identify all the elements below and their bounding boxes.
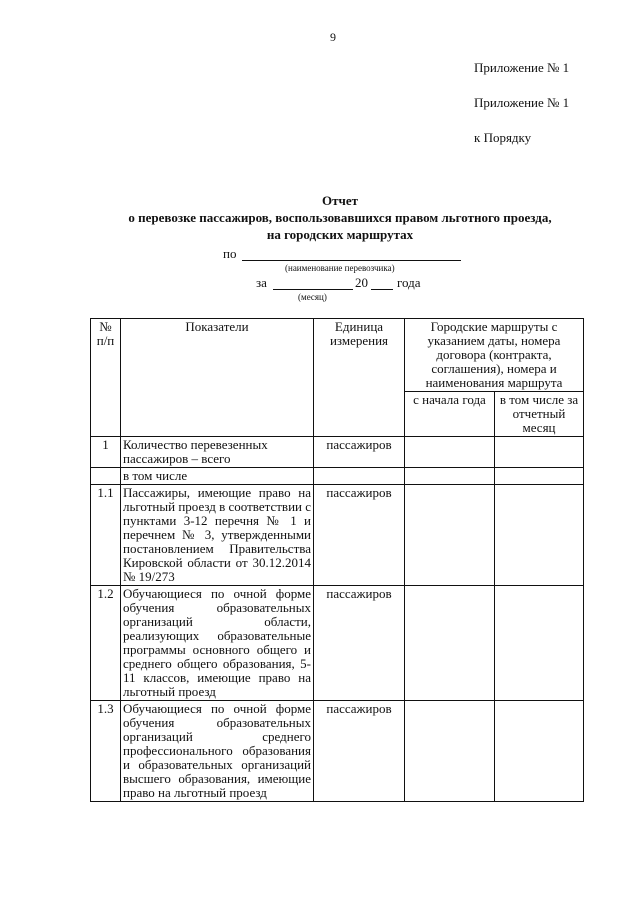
appendix-line-2: Приложение № 1 — [474, 95, 570, 110]
row-num — [91, 468, 121, 485]
header-reporting-month: в том числе за отчетный месяц — [495, 392, 584, 437]
table-row — [91, 437, 584, 468]
period-suffix: года — [397, 275, 421, 290]
report-table — [90, 318, 584, 802]
row-indicator: Обучающиеся по очной форме обучения образовательных организаций области, реализующих образовательные программы основного общего и среднего общего образования, 5-11 классов, имеющие право на льготный проезд — [121, 586, 314, 701]
row-unit: пассажиров — [314, 437, 405, 468]
carrier-prefix: по — [223, 246, 237, 261]
report-title: Отчет — [322, 193, 358, 208]
header-row-1 — [91, 319, 584, 392]
report-subtitle-line-1: о перевозке пассажиров, воспользовавшихся правом льготного проезда, — [128, 210, 552, 225]
row-unit: пассажиров — [314, 586, 405, 701]
row-cell-since-start — [405, 437, 495, 468]
row-indicator: Количество перевезенных пассажиров – всего — [121, 437, 314, 468]
carrier-caption: (наименование перевозчика) — [285, 263, 395, 273]
month-caption: (месяц) — [298, 292, 327, 302]
row-unit — [314, 468, 405, 485]
header-since-start: с начала года — [405, 392, 495, 437]
row-cell-since-start — [405, 701, 495, 802]
header-num: № п/п — [91, 319, 121, 437]
table-row — [91, 586, 584, 701]
row-cell-month — [495, 701, 584, 802]
row-cell-since-start — [405, 468, 495, 485]
row-unit: пассажиров — [314, 485, 405, 586]
row-num: 1 — [91, 437, 121, 468]
table-row — [91, 468, 584, 485]
appendix-line-3: к Порядку — [474, 130, 532, 145]
appendix-line-1: Приложение № 1 — [474, 60, 570, 75]
month-blank-line — [273, 289, 353, 290]
carrier-blank-line — [242, 260, 461, 261]
row-indicator: в том числе — [121, 468, 314, 485]
report-subtitle-line-2: на городских маршрутах — [266, 227, 414, 242]
row-indicator: Пассажиры, имеющие право на льготный проезд в соответствии с пунктами 3-12 перечня № 1 и перечнем № 3, утвержденными постановлением Правительства Кировской области от 30.12.2014 № 19/273 — [121, 485, 314, 586]
row-cell-since-start — [405, 485, 495, 586]
row-indicator: Обучающиеся по очной форме обучения образовательных организаций среднего профессионального образования и образовательных организаций высшего образования, имеющие право на льготный проезд — [121, 701, 314, 802]
year-prefix: 20 — [355, 275, 368, 290]
table-row — [91, 485, 584, 586]
row-cell-month — [495, 437, 584, 468]
row-num: 1.3 — [91, 701, 121, 802]
period-prefix: за — [256, 275, 267, 290]
row-cell-month — [495, 586, 584, 701]
row-num: 1.1 — [91, 485, 121, 586]
row-unit: пассажиров — [314, 701, 405, 802]
year-blank-line — [371, 289, 393, 290]
row-cell-month — [495, 468, 584, 485]
row-num: 1.2 — [91, 586, 121, 701]
table-row — [91, 701, 584, 802]
header-unit: Единица измерения — [314, 319, 405, 437]
header-routes: Городские маршруты с указанием даты, номера договора (контракта, соглашения), номера и наименования маршрута — [405, 319, 584, 392]
row-cell-since-start — [405, 586, 495, 701]
row-cell-month — [495, 485, 584, 586]
page-number: 9 — [330, 30, 336, 44]
header-indicators: Показатели — [121, 319, 314, 437]
